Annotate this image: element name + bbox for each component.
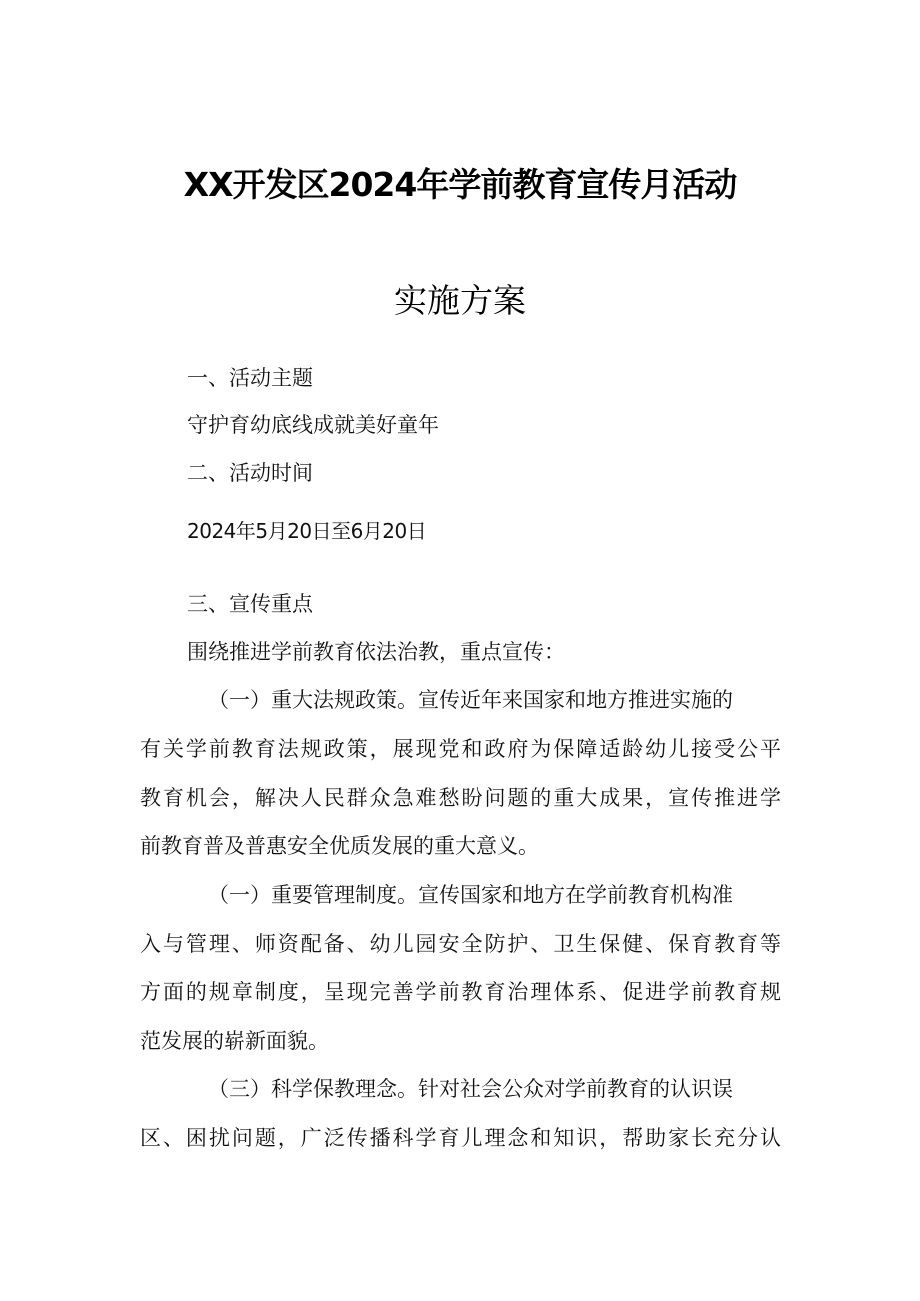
section2-content: 2024年5月20日至6月20日 <box>187 519 427 543</box>
item1-line: 有关学前教育法规政策，展现党和政府为保障适龄幼儿接受公平 <box>140 737 781 761</box>
section3-intro: 围绕推进学前教育依法治教，重点宣传： <box>187 640 565 664</box>
document-title: XX开发区2024年学前教育宣传月活动 <box>183 165 737 204</box>
item1-line: 教育机会，解决人民群众急难愁盼问题的重大成果，宣传推进学 <box>140 786 781 810</box>
item3-line: （三）科学保教理念。针对社会公众对学前教育的认识误 <box>208 1077 733 1101</box>
item1-line: （一）重大法规政策。宣传近年来国家和地方推进实施的 <box>208 688 733 712</box>
item2-line: 入与管理、师资配备、幼儿园安全防护、卫生保健、保育教育等 <box>140 932 781 956</box>
item2-line: （一）重要管理制度。宣传国家和地方在学前教育机构准 <box>208 883 733 907</box>
item1-line: 前教育普及普惠安全优质发展的重大意义。 <box>140 834 539 858</box>
item2-line: 方面的规章制度，呈现完善学前教育治理体系、促进学前教育规 <box>140 980 781 1004</box>
section1-content: 守护育幼底线成就美好童年 <box>187 413 439 437</box>
section2-heading: 二、活动时间 <box>187 461 313 485</box>
section1-heading: 一、活动主题 <box>187 366 313 390</box>
item3-line: 区、困扰问题，广泛传播科学育儿理念和知识，帮助家长充分认 <box>140 1126 781 1150</box>
item2-line: 范发展的崭新面貌。 <box>140 1029 329 1053</box>
section3-heading: 三、宣传重点 <box>187 592 313 616</box>
document-subtitle: 实施方案 <box>394 281 526 320</box>
